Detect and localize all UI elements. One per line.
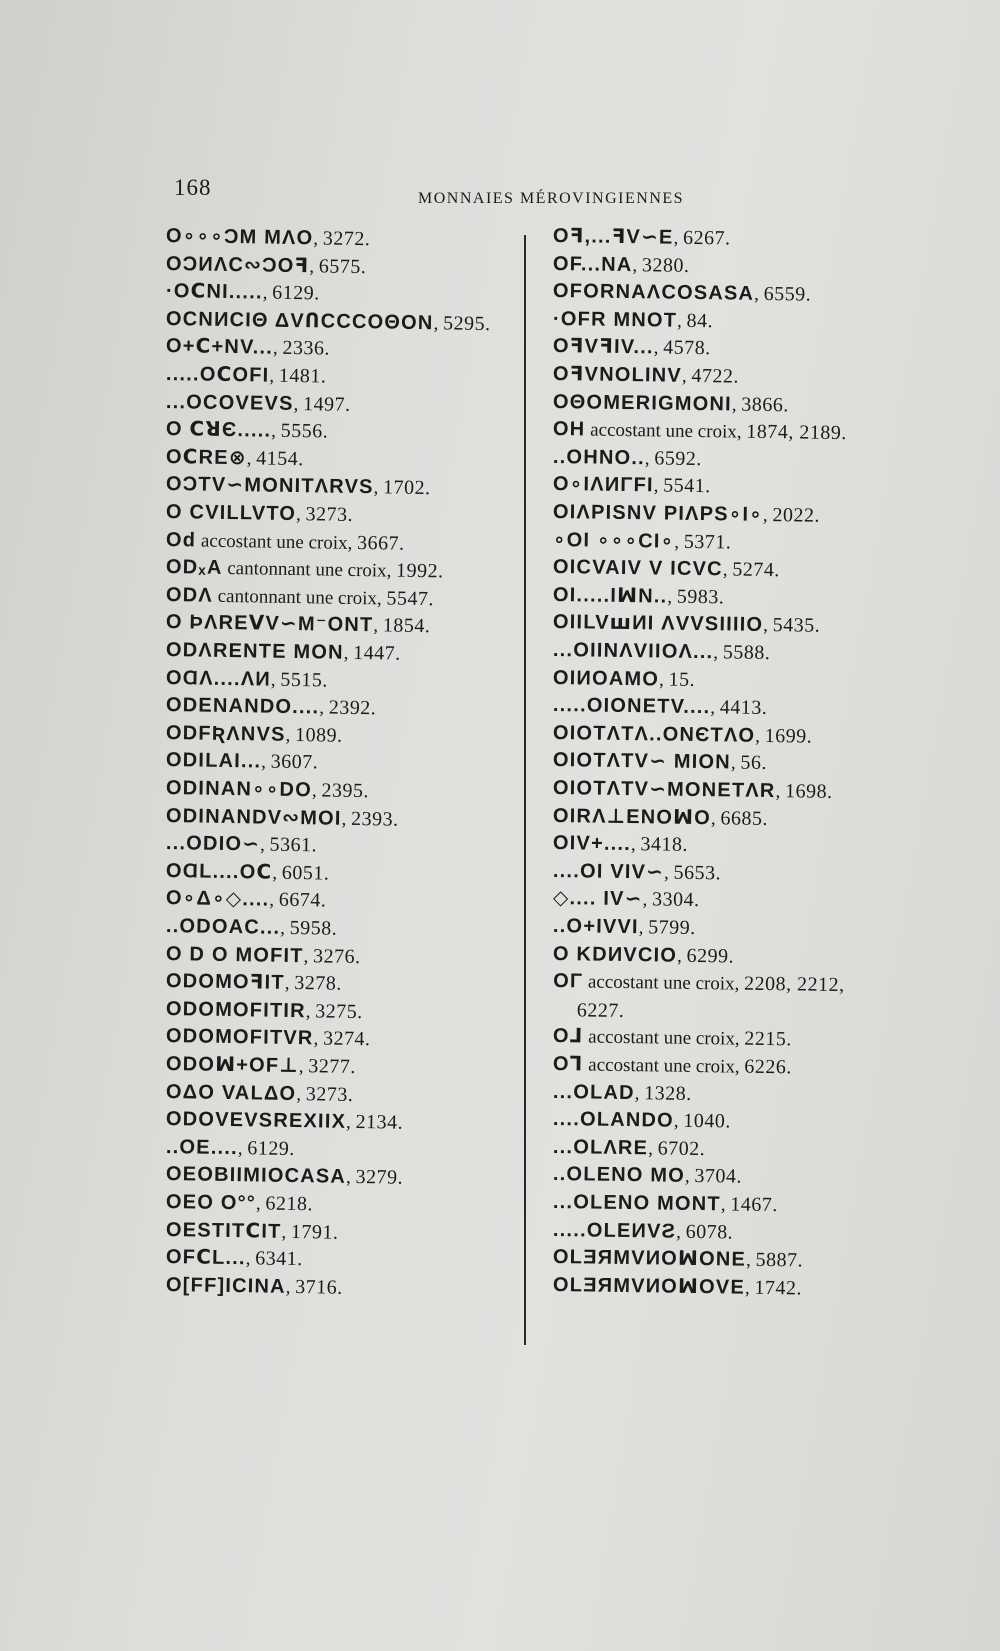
catalog-entry: .....OⅭOFI, 1481. [165,363,327,388]
catalog-number: 2395. [321,779,370,803]
catalog-number: 3667. [356,531,405,555]
coin-legend: OFORNAΛCOSASA [552,280,755,305]
catalog-number: 15. [668,668,696,691]
catalog-number: 4413. [719,696,768,720]
coin-legend: ◇.... IV∽ [552,887,643,911]
coin-legend: OICVAIV V ICVC [552,556,723,581]
coin-legend: ..ODOAC... [165,915,281,939]
catalog-entry: ODINAN∘∘DO, 2395. [165,777,370,803]
catalog-number: 2215. [744,1028,793,1051]
coin-legend: ...OIINΛVIIOΛ... [552,639,714,664]
catalog-number: 3274. [322,1027,371,1051]
catalog-entry: ODINANDV∾MOI, 2393. [165,804,399,831]
catalog-entry [553,967,845,1028]
catalog-entry: OIRΛ⊥ENOꟽO, 6685. [552,804,769,830]
coin-legend: OLƎЯMVИOꟽONE [552,1246,747,1271]
catalog-entry: OESTITⅭIT, 1791. [165,1218,339,1244]
coin-legend: O∘∘∘ƆM MΛO [165,225,314,250]
catalog-number: 2393. [350,807,399,831]
catalog-number: 6226. [744,1055,793,1079]
coin-legend: O[FF]ICINA [165,1273,286,1298]
coin-legend: OⱭL....OⅭ [165,859,273,884]
coin-legend: OꟻVꟻIV... [552,335,654,359]
catalog-number: 1467. [730,1193,778,1217]
coin-legend: Oᒧ [552,1025,584,1048]
catalog-number: 2336. [282,337,331,360]
catalog-number: 56. [740,752,768,775]
catalog-number: 1874, 2189. [746,420,847,445]
coin-legend: O KDИVCIO [552,942,678,967]
catalog-entry: O ⅭꓤЄ....., 5556. [165,418,329,443]
catalog-entry: ◇.... IV∽, 3304. [552,887,700,912]
catalog-entry: ...OLAD, 1328. [552,1080,692,1105]
catalog-entry: O+Ⅽ+NV..., 2336. [165,335,331,360]
catalog-number: 6218. [265,1192,314,1216]
coin-legend: ODINANDV∾MOI [165,804,342,830]
catalog-entry: .....OLEИVƧ, 6078. [552,1218,734,1244]
catalog-entry: O∘Δ∘◇...., 6674. [165,887,327,912]
catalog-number: 3276. [312,944,361,968]
catalog-entry: OⅭRE⊗, 4154. [165,445,304,470]
catalog-number: 5958. [289,916,338,940]
catalog-entry: OFⅭL..., 6341. [165,1246,303,1271]
catalog-number: 5515. [280,668,329,692]
entry-description: accostant une croix, [590,419,742,443]
catalog-number: 2392. [328,696,377,720]
coin-legend: ...ODIO∽ [165,832,261,856]
catalog-entry: OLƎЯMVИOꟽOVE, 1742. [552,1273,803,1300]
catalog-number: 6129. [272,281,320,305]
catalog-entry: OIOTΛTV∽ MION, 56. [552,749,768,775]
catalog-entry: OCNИCIΘ ΔVՈCCCOΘON, 5295. [165,307,491,335]
catalog-entry: OⱭΛ....ΛИ, 5515. [165,666,329,692]
coin-legend: OⅭRE⊗ [165,445,247,470]
catalog-entry: OEOBIIMIOCASA, 3279. [165,1163,404,1190]
coin-legend: .....OIONETV.... [552,694,711,719]
catalog-number: 6078. [685,1220,734,1244]
catalog-entry: OIΛPISNV PIΛPS∘I∘, 2022. [552,501,821,527]
catalog-number: 3704. [694,1165,743,1189]
catalog-number: 6702. [657,1137,706,1160]
catalog-number: 1698. [784,780,833,803]
coin-legend: OΔO VALΔO [165,1080,297,1105]
coin-legend: ...OLΛRE [552,1135,649,1160]
catalog-entry: ∘OI ∘∘∘CI∘, 5371. [552,528,732,554]
catalog-entry: ODΛRENTE MON, 1447. [165,639,401,665]
catalog-entry: .....OIONETV...., 4413. [552,694,768,720]
coin-legend: OIOTΛTV∽MONETΛR [552,777,776,803]
coin-legend: Oᒣ [552,1053,584,1076]
catalog-entry [553,1050,792,1082]
coin-legend: OΓ [553,970,584,993]
catalog-number: 5556. [280,419,329,443]
catalog-number: 3280. [641,253,690,277]
coin-legend: OIOTΛTΛ..ONЄTΛO [552,721,756,747]
catalog-entry: OΔO VALΔO, 3273. [165,1080,354,1106]
coin-legend: OEO O°° [165,1191,257,1215]
catalog-entry: Oꟻ,...ꟻV∽E, 6267. [552,225,731,250]
catalog-entry: OƆИΛC∾ƆOꟻ, 6575. [165,252,367,278]
entry-description: accostant une croix, [587,971,740,995]
catalog-entry: OⱭL....OⅭ, 6051. [165,859,330,885]
catalog-entry: ODENANDO...., 2392. [165,694,377,720]
coin-legend: OCNИCIΘ ΔVՈCCCOΘON [165,307,434,334]
coin-legend: O D O MOFIT [165,942,304,967]
coin-legend: OESTITⅭIT [165,1218,282,1243]
catalog-number: 6559. [763,283,812,306]
catalog-number: 3716. [295,1275,343,1299]
catalog-entry: ...OLΛRE, 6702. [552,1135,706,1160]
catalog-entry: O ÞΛREꓦV∽M⁻ONT, 1854. [165,611,431,638]
catalog-entry: ...OIINΛVIIOΛ..., 5588. [552,639,771,665]
catalog-number: 1481. [278,364,327,388]
catalog-number: 5274. [732,558,780,582]
coin-legend: OFⅭL... [165,1246,246,1270]
coin-legend: ODΛ [165,583,214,607]
catalog-number: 1791. [290,1220,339,1244]
coin-legend: O ÞΛREꓦV∽M⁻ONT [165,611,374,637]
catalog-entry: OIOTΛTΛ..ONЄTΛO, 1699. [552,721,813,748]
coin-legend: OIИOAMO [552,666,660,691]
catalog-entry: ....OI VIV∽, 5653. [552,859,722,885]
catalog-entry: ODFƦΛNVS, 1089. [165,721,343,747]
catalog-number: 1699. [764,724,813,748]
coin-legend: ODOMOꟻIT [165,970,285,995]
catalog-entry: O∘IΛИΓFI, 5541. [552,473,711,498]
catalog-number: 5541. [663,474,711,498]
catalog-entry: OEO O°°, 6218. [165,1191,314,1216]
coin-legend: OLƎЯMVИOꟽOVE [552,1273,746,1299]
catalog-number: 2134. [355,1111,404,1134]
catalog-number: 3304. [651,888,700,912]
catalog-entry: O CVILLVTO, 3273. [165,501,354,526]
coin-legend: ODENANDO.... [165,694,320,719]
coin-legend: ·OⅭNI..... [165,280,263,304]
catalog-entry: OꟻVNOLINV, 4722. [552,363,740,388]
catalog-number: 2208, 2212, [743,972,845,997]
page-number: 168 [174,175,212,200]
coin-legend: ..OE.... [165,1135,239,1159]
catalog-number: 3273. [305,1082,354,1106]
catalog-entry: ..OLENO MO, 3704. [552,1163,743,1189]
catalog-entry: OI.....IꟽN.., 5983. [552,583,725,609]
catalog-entry: O D O MOFIT, 3276. [165,942,361,968]
catalog-number: 3607. [270,751,319,774]
catalog-number: 6592. [654,447,702,470]
catalog-entry: ..ODOAC..., 5958. [165,915,338,940]
coin-legend: ODOꟽ+OF⊥ [165,1053,299,1078]
coin-legend: ....OLANDO [552,1108,675,1132]
coin-legend: OIRΛ⊥ENOꟽO [552,804,712,829]
catalog-entry: ....OLANDO, 1040. [552,1108,732,1133]
catalog-entry: ..O+IVVI, 5799. [552,915,696,939]
catalog-number: 5887. [755,1249,804,1272]
entry-description: accostant une croix, [200,530,353,554]
coin-legend: ODOMOFITVR [165,1025,314,1050]
catalog-number: 2022. [772,504,821,527]
coin-legend: ...OCOVEVS [165,390,294,415]
catalog-number: 3866. [741,393,789,416]
catalog-entry: ODOMOFITIR, 3275. [165,997,363,1023]
coin-legend: OƆTV∽MONITΛRVS [165,473,374,499]
catalog-number-continued: 6227. [576,999,625,1023]
running-head: MONNAIES MÉROVINGIENNES [418,190,685,207]
entry-description: cantonnant une croix, [227,558,392,582]
coin-legend: .....OⅭOFI [165,363,270,387]
catalog-entry: OIИOAMO, 15. [552,666,696,691]
catalog-number: 6575. [318,254,367,278]
catalog-number: 5588. [722,641,771,665]
coin-legend: OIILVꟺИI ΛVVSIIIIO [552,611,764,637]
entry-description: accostant une croix, [588,1054,740,1078]
catalog-entry: OIILVꟺИI ΛVVSIIIIO, 5435. [552,611,821,638]
catalog-entry: ·OFR MNOT, 84. [552,307,714,333]
catalog-entry: O KDИVCIO, 6299. [552,942,735,968]
catalog-entry: ..OHNO.., 6592. [552,445,702,470]
catalog-number: 1497. [302,392,351,416]
coin-legend: O∘Δ∘◇.... [165,887,270,912]
catalog-entry: ODOVEVSREXIIX, 2134. [165,1108,404,1134]
coin-legend: O ⅭꓤЄ..... [165,418,272,442]
catalog-number: 5371. [683,530,732,554]
coin-legend: O+Ⅽ+NV... [165,335,274,360]
catalog-number: 1447. [353,641,401,665]
catalog-number: 4154. [256,447,304,470]
catalog-number: 6267. [682,226,731,250]
catalog-number: 3275. [315,1000,363,1023]
catalog-entry: ODOMOFITVR, 3274. [165,1025,371,1051]
coin-legend: OIOTΛTV∽ MION [552,749,732,774]
coin-legend: OI.....IꟽN.. [552,583,668,608]
column-divider [524,235,526,1345]
catalog-entry: OLƎЯMVИOꟽONE, 5887. [552,1246,804,1272]
coin-legend: ODₓA [165,556,223,580]
catalog-entry: ...ODIO∽, 5361. [165,832,318,857]
coin-legend: ODILAI... [165,749,262,773]
catalog-number: 6051. [281,861,330,885]
coin-legend: OꟻVNOLINV [552,363,683,387]
catalog-number: 3272. [322,227,371,251]
catalog-number: 5435. [772,614,821,638]
catalog-number: 5983. [676,585,725,609]
coin-legend: ..OHNO.. [552,445,645,470]
coin-legend: OⱭΛ....ΛИ [165,666,272,691]
catalog-number: 6685. [720,806,769,830]
catalog-number: 5295. [442,312,491,335]
catalog-number: 3278. [294,972,342,995]
catalog-entry: OƆTV∽MONITΛRVS, 1702. [165,473,431,500]
catalog-entry: ODILAI..., 3607. [165,749,319,774]
catalog-number: 1992. [395,559,444,583]
catalog-number: 5653. [673,861,722,885]
catalog-number: 4722. [691,364,740,388]
coin-legend: ..O+IVVI [552,915,639,939]
coin-legend: OEOBIIMIOCASA [165,1163,347,1189]
coin-legend: ODOVEVSREXIIX [165,1108,347,1134]
catalog-entry: OIV+...., 3418. [552,832,689,857]
coin-legend: .....OLEИVƧ [552,1218,677,1243]
catalog-entry: O∘∘∘ƆM MΛO, 3272. [165,225,371,251]
coin-legend: Oꟻ,...ꟻV∽E [552,225,674,249]
coin-legend: Od [165,528,197,552]
coin-legend: O CVILLVTO [165,501,297,526]
catalog-number: 1328. [644,1081,692,1105]
coin-legend: ..OLENO MO [552,1163,686,1188]
catalog-entry: O[FF]ICINA, 3716. [165,1273,343,1299]
coin-legend: ODOMOFITIR [165,997,306,1022]
catalog-number: 5547. [386,587,435,611]
coin-legend: OƆИΛC∾ƆOꟻ [165,252,310,277]
catalog-number: 6129. [247,1137,296,1160]
catalog-number: 6341. [255,1247,303,1271]
catalog-number: 1702. [382,476,431,500]
catalog-entry: ODOMOꟻIT, 3278. [165,970,342,995]
coin-legend: OΘOMERIGMONI [552,390,732,416]
catalog-number: 1742. [754,1276,803,1300]
catalog-number: 3277. [308,1055,356,1078]
coin-legend: ODΛRENTE MON [165,639,344,664]
coin-legend: ·OFR MNOT [552,307,678,332]
catalog-entry: OꟻVꟻIV..., 4578. [552,335,711,360]
catalog-number: 1854. [382,614,431,638]
coin-legend: ...OLAD [552,1080,635,1104]
coin-legend: O∘IΛИΓFI [552,473,654,497]
catalog-entry: ..OE...., 6129. [165,1135,296,1160]
catalog-entry: OFORNAΛCOSASA, 6559. [552,280,812,306]
catalog-entry: OIOTΛTV∽MONETΛR, 1698. [552,777,833,803]
coin-legend: ODINAN∘∘DO [165,777,313,802]
coin-legend: OIV+.... [552,832,632,856]
entry-description: cantonnant une croix, [217,585,382,610]
catalog-number: 5799. [648,916,696,939]
catalog-number: 6299. [686,944,735,968]
entry-description: accostant une croix, [588,1026,740,1050]
catalog-entry: ·OⅭNI....., 6129. [165,280,320,305]
catalog-number: 1089. [294,723,343,747]
catalog-number: 4578. [663,336,711,360]
catalog-entry: OICVAIV V ICVC, 5274. [552,556,780,582]
catalog-number: 5361. [269,833,318,857]
coin-legend: ...OLENO MONT [552,1191,721,1216]
catalog-entry: OF...NA, 3280. [552,252,690,277]
coin-legend: ∘OI ∘∘∘CI∘ [552,528,675,553]
coin-legend: OF...NA [552,252,633,276]
catalog-number: 1040. [683,1110,732,1133]
coin-legend: OH [552,418,586,441]
catalog-entry: ...OLENO MONT, 1467. [552,1191,778,1217]
catalog-entry: ODOꟽ+OF⊥, 3277. [165,1053,356,1078]
coin-legend: OIΛPISNV PIΛPS∘I∘ [552,501,764,526]
catalog-number: 3279. [355,1166,404,1190]
catalog-number: 3273. [305,503,354,526]
coin-legend: ODFƦΛNVS [165,721,286,746]
catalog-number: 3418. [640,833,689,857]
catalog-entry: ...OCOVEVS, 1497. [165,390,351,416]
catalog-number: 6674. [278,889,327,912]
catalog-entry: OΘOMERIGMONI, 3866. [552,390,789,416]
coin-legend: ....OI VIV∽ [552,859,665,884]
catalog-number: 84. [686,309,714,333]
